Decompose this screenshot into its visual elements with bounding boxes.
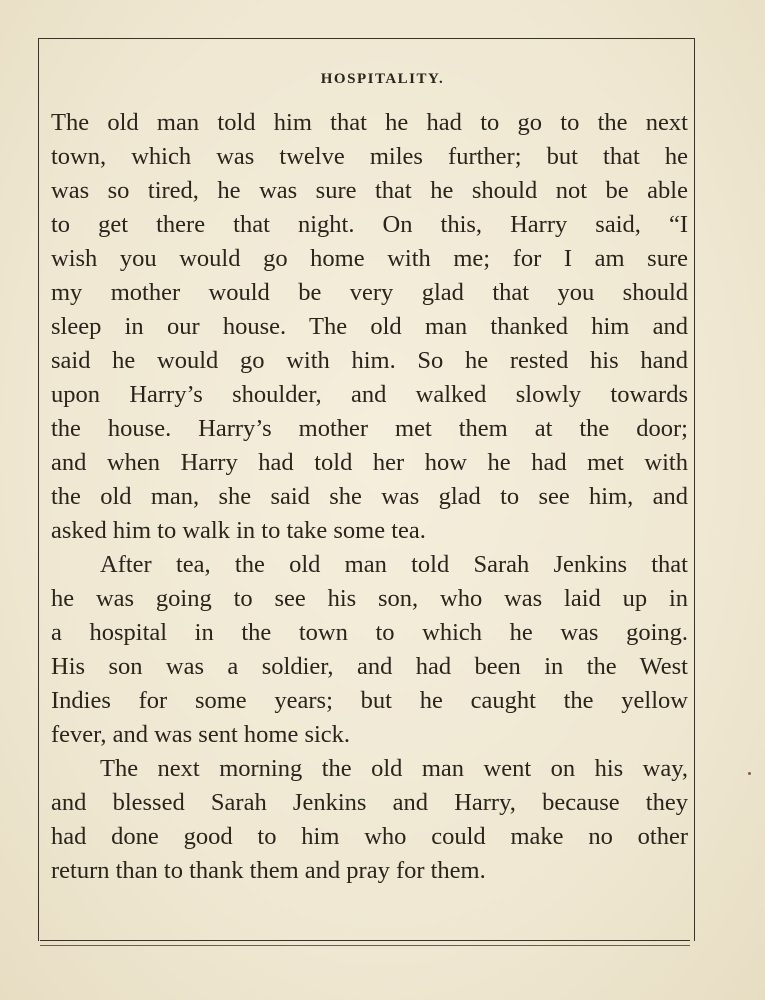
text-line: a hospital in the town to which he was going.	[51, 619, 688, 646]
text-line: sleep in our house. The old man thanked him and	[51, 313, 688, 340]
text-line: After tea, the old man told Sarah Jenkins that	[100, 551, 688, 578]
text-line: return than to thank them and pray for them.	[51, 857, 486, 884]
text-line: The next morning the old man went on his way,	[100, 755, 688, 782]
text-line: he was going to see his son, who was laid up in	[51, 585, 688, 612]
text-line: said he would go with him. So he rested his hand	[51, 347, 688, 374]
text-line: Indies for some years; but he caught the yellow	[51, 687, 688, 714]
bottom-rule-thin	[40, 945, 690, 946]
text-line: had done good to him who could make no other	[51, 823, 688, 850]
paper-speck	[748, 772, 751, 775]
text-line: wish you would go home with me; for I am sure	[51, 245, 688, 272]
body-text	[51, 106, 688, 888]
text-line: was so tired, he was sure that he should not be able	[51, 177, 688, 204]
text-line: and when Harry had told her how he had met with	[51, 449, 688, 476]
text-line: and blessed Sarah Jenkins and Harry, because they	[51, 789, 688, 816]
text-line: the house. Harry’s mother met them at the door;	[51, 415, 688, 442]
text-line: His son was a soldier, and had been in the West	[51, 653, 688, 680]
page-title: HOSPITALITY.	[320, 71, 445, 87]
text-line: fever, and was sent home sick.	[51, 721, 351, 748]
text-line: the old man, she said she was glad to see him, and	[51, 483, 688, 510]
text-line: upon Harry’s shoulder, and walked slowly towards	[51, 381, 688, 408]
bottom-rule	[40, 940, 690, 941]
text-line: asked him to walk in to take some tea.	[51, 517, 426, 544]
text-line: to get there that night. On this, Harry said, “I	[51, 211, 688, 238]
text-line: town, which was twelve miles further; but that he	[51, 143, 688, 170]
text-line: The old man told him that he had to go to the next	[51, 109, 688, 136]
text-line: my mother would be very glad that you should	[51, 279, 688, 306]
